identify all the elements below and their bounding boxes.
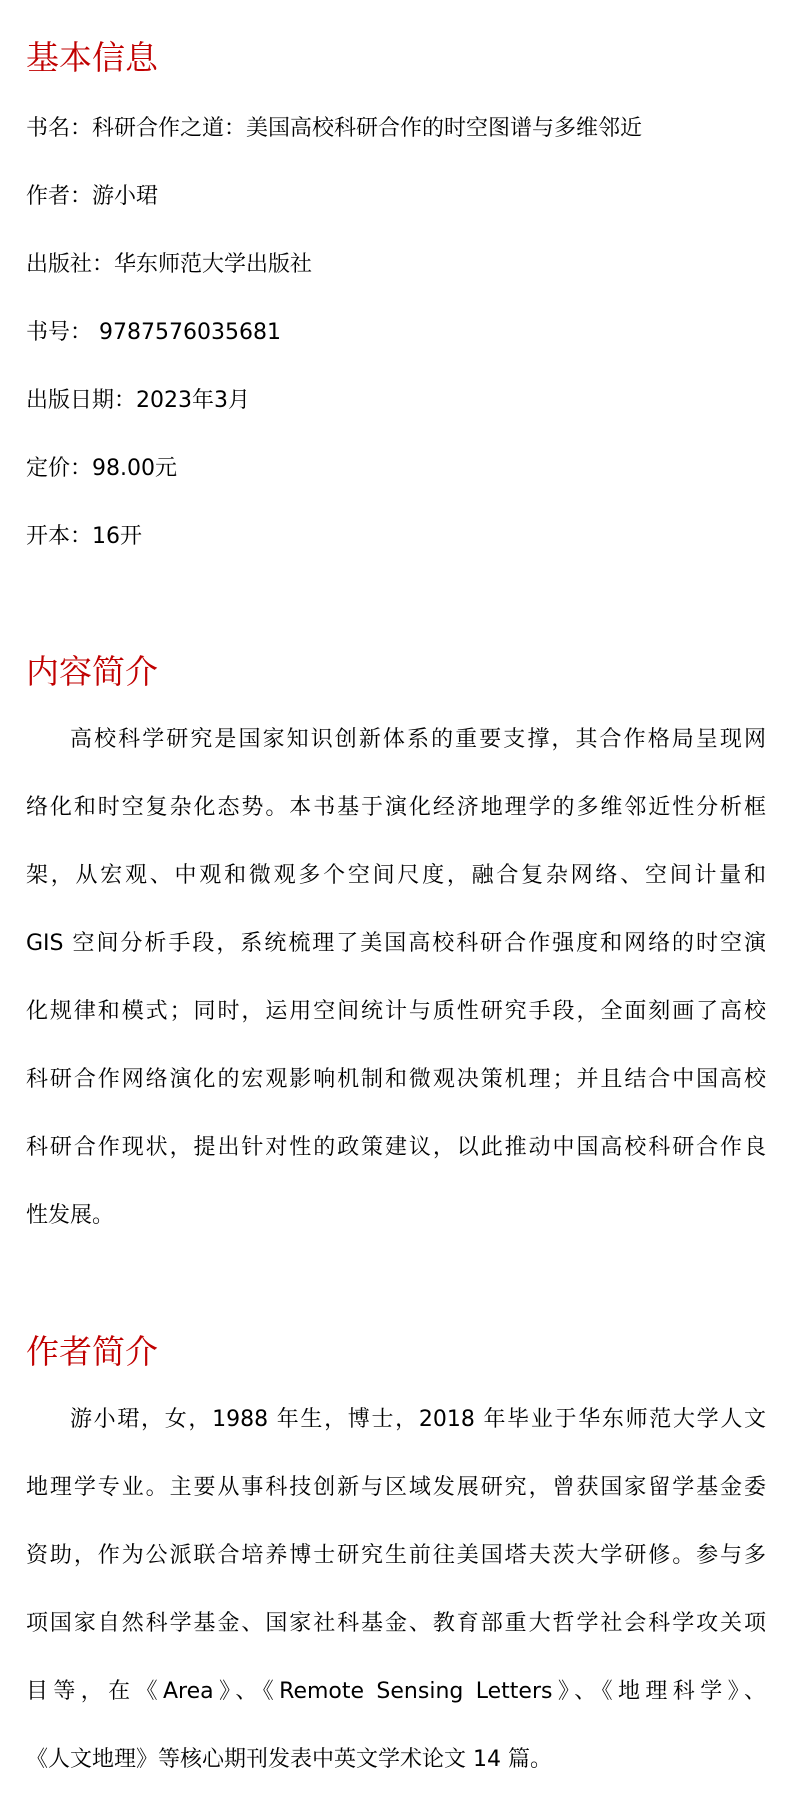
author-heading: 作者简介 [26,1332,158,1371]
author-line: 地理学专业。主要从事科技创新与区域发展研究，曾获国家留学基金委 [26,1475,766,1500]
summary-line: 科研合作现状，提出针对性的政策建议，以此推动中国高校科研合作良 [26,1135,766,1160]
author-line: 资助，作为公派联合培养博士研究生前往美国塔夫茨大学研修。参与多 [26,1543,766,1568]
summary-line: GIS 空间分析手段，系统梳理了美国高校科研合作强度和网络的时空演 [26,931,766,956]
author-line: 项国家自然科学基金、国家社科基金、教育部重大哲学社会科学攻关项 [26,1611,766,1636]
summary-heading: 内容简介 [26,652,158,691]
author-line: 游小珺，女，1988 年生，博士，2018 年毕业于华东师范大学人文 [70,1407,766,1432]
author-line: 目等，在《Area》、《Remote Sensing Letters》、《地理科学》、 [26,1679,766,1704]
basic-info-heading: 基本信息 [26,38,158,77]
summary-line: 高校科学研究是国家知识创新体系的重要支撑，其合作格局呈现网 [70,727,766,752]
info-title: 书名：科研合作之道：美国高校科研合作的时空图谱与多维邻近 [26,116,643,141]
info-isbn: 书号： 9787576035681 [26,320,281,345]
summary-line: 化规律和模式；同时，运用空间统计与质性研究手段，全面刻画了高校 [26,999,766,1024]
author-line: 《人文地理》等核心期刊发表中英文学术论文 14 篇。 [26,1747,552,1772]
info-publish-date: 出版日期：2023年3月 [26,388,250,413]
info-publisher: 出版社：华东师范大学出版社 [26,252,313,277]
summary-line: 架，从宏观、中观和微观多个空间尺度，融合复杂网络、空间计量和 [26,863,766,888]
summary-paragraph [26,706,766,1250]
info-price: 定价：98.00元 [26,456,177,481]
summary-line: 科研合作网络演化的宏观影响机制和微观决策机理；并且结合中国高校 [26,1067,766,1092]
summary-line: 络化和时空复杂化态势。本书基于演化经济地理学的多维邻近性分析框 [26,795,766,820]
info-format: 开本：16开 [26,524,142,549]
summary-line: 性发展。 [26,1203,115,1228]
author-paragraph [26,1386,766,1794]
info-author: 作者：游小珺 [26,184,159,209]
